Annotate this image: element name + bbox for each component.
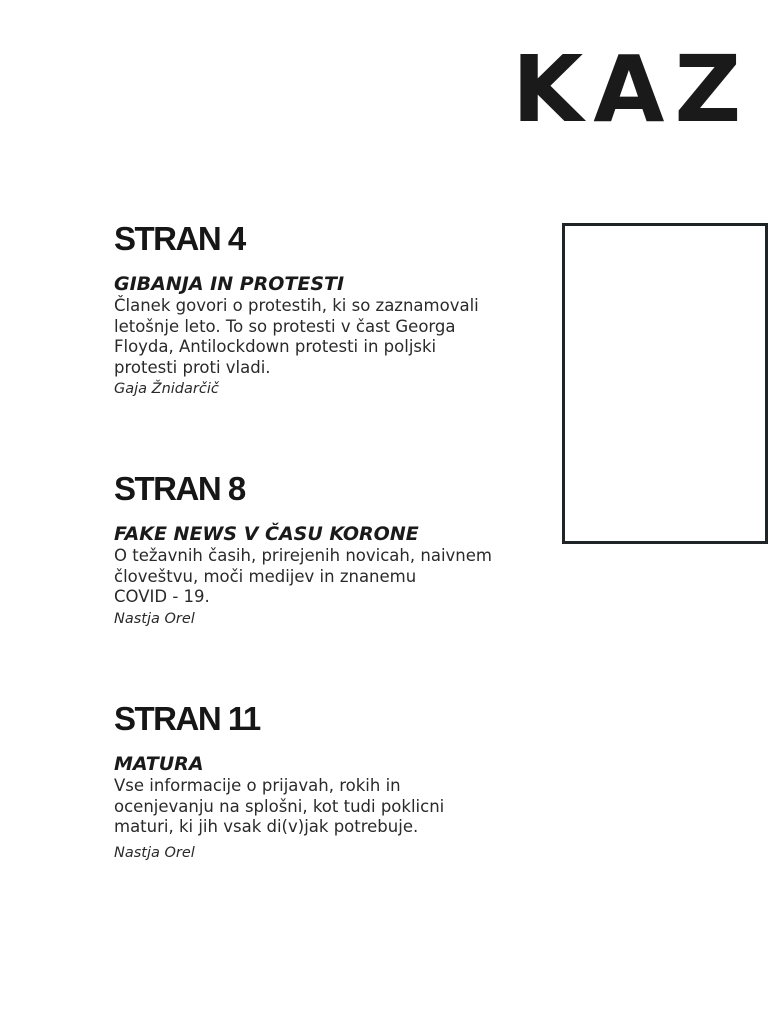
article-author: Nastja Orel: [114, 844, 195, 861]
masthead-title: KAZ: [512, 36, 752, 143]
article-headline[interactable]: MATURA: [114, 753, 204, 775]
article-summary: [114, 776, 514, 838]
summary-line: Floyda, Antilockdown protesti in poljski: [114, 337, 437, 356]
article-summary: [114, 546, 514, 608]
article-author: Nastja Orel: [114, 610, 195, 627]
page-label: STRAN 4: [114, 220, 245, 257]
summary-line: človeštvu, moči medijev in znanemu: [114, 566, 417, 586]
page-label: STRAN 8: [114, 470, 245, 507]
image-frame: [562, 223, 768, 544]
summary-line: O težavnih časih, prirejenih novicah, naivnem: [114, 546, 492, 565]
toc-entry-page-8[interactable]: [114, 470, 514, 628]
page-label: STRAN 11: [114, 700, 260, 737]
article-headline[interactable]: FAKE NEWS V ČASU KORONE: [114, 523, 419, 545]
summary-line: ocenjevanju na splošni, kot tudi poklicni: [114, 796, 445, 816]
toc-entry-page-11[interactable]: [114, 700, 514, 862]
article-summary: [114, 296, 514, 378]
toc-entry-page-4[interactable]: [114, 220, 514, 398]
summary-line: protesti proti vladi.: [114, 357, 271, 377]
summary-line: Vse informacije o prijavah, rokih in: [114, 776, 401, 795]
article-author: Gaja Žnidarčič: [114, 381, 219, 397]
summary-line: maturi, ki jih vsak di(v)jak potrebuje.: [114, 817, 419, 836]
article-headline[interactable]: GIBANJA IN PROTESTI: [114, 273, 345, 295]
summary-line: Članek govori o protestih, ki so zaznamovali: [114, 296, 479, 315]
summary-line: COVID - 19.: [114, 587, 210, 606]
summary-line: letošnje leto. To so protesti v čast Georga: [114, 316, 456, 336]
